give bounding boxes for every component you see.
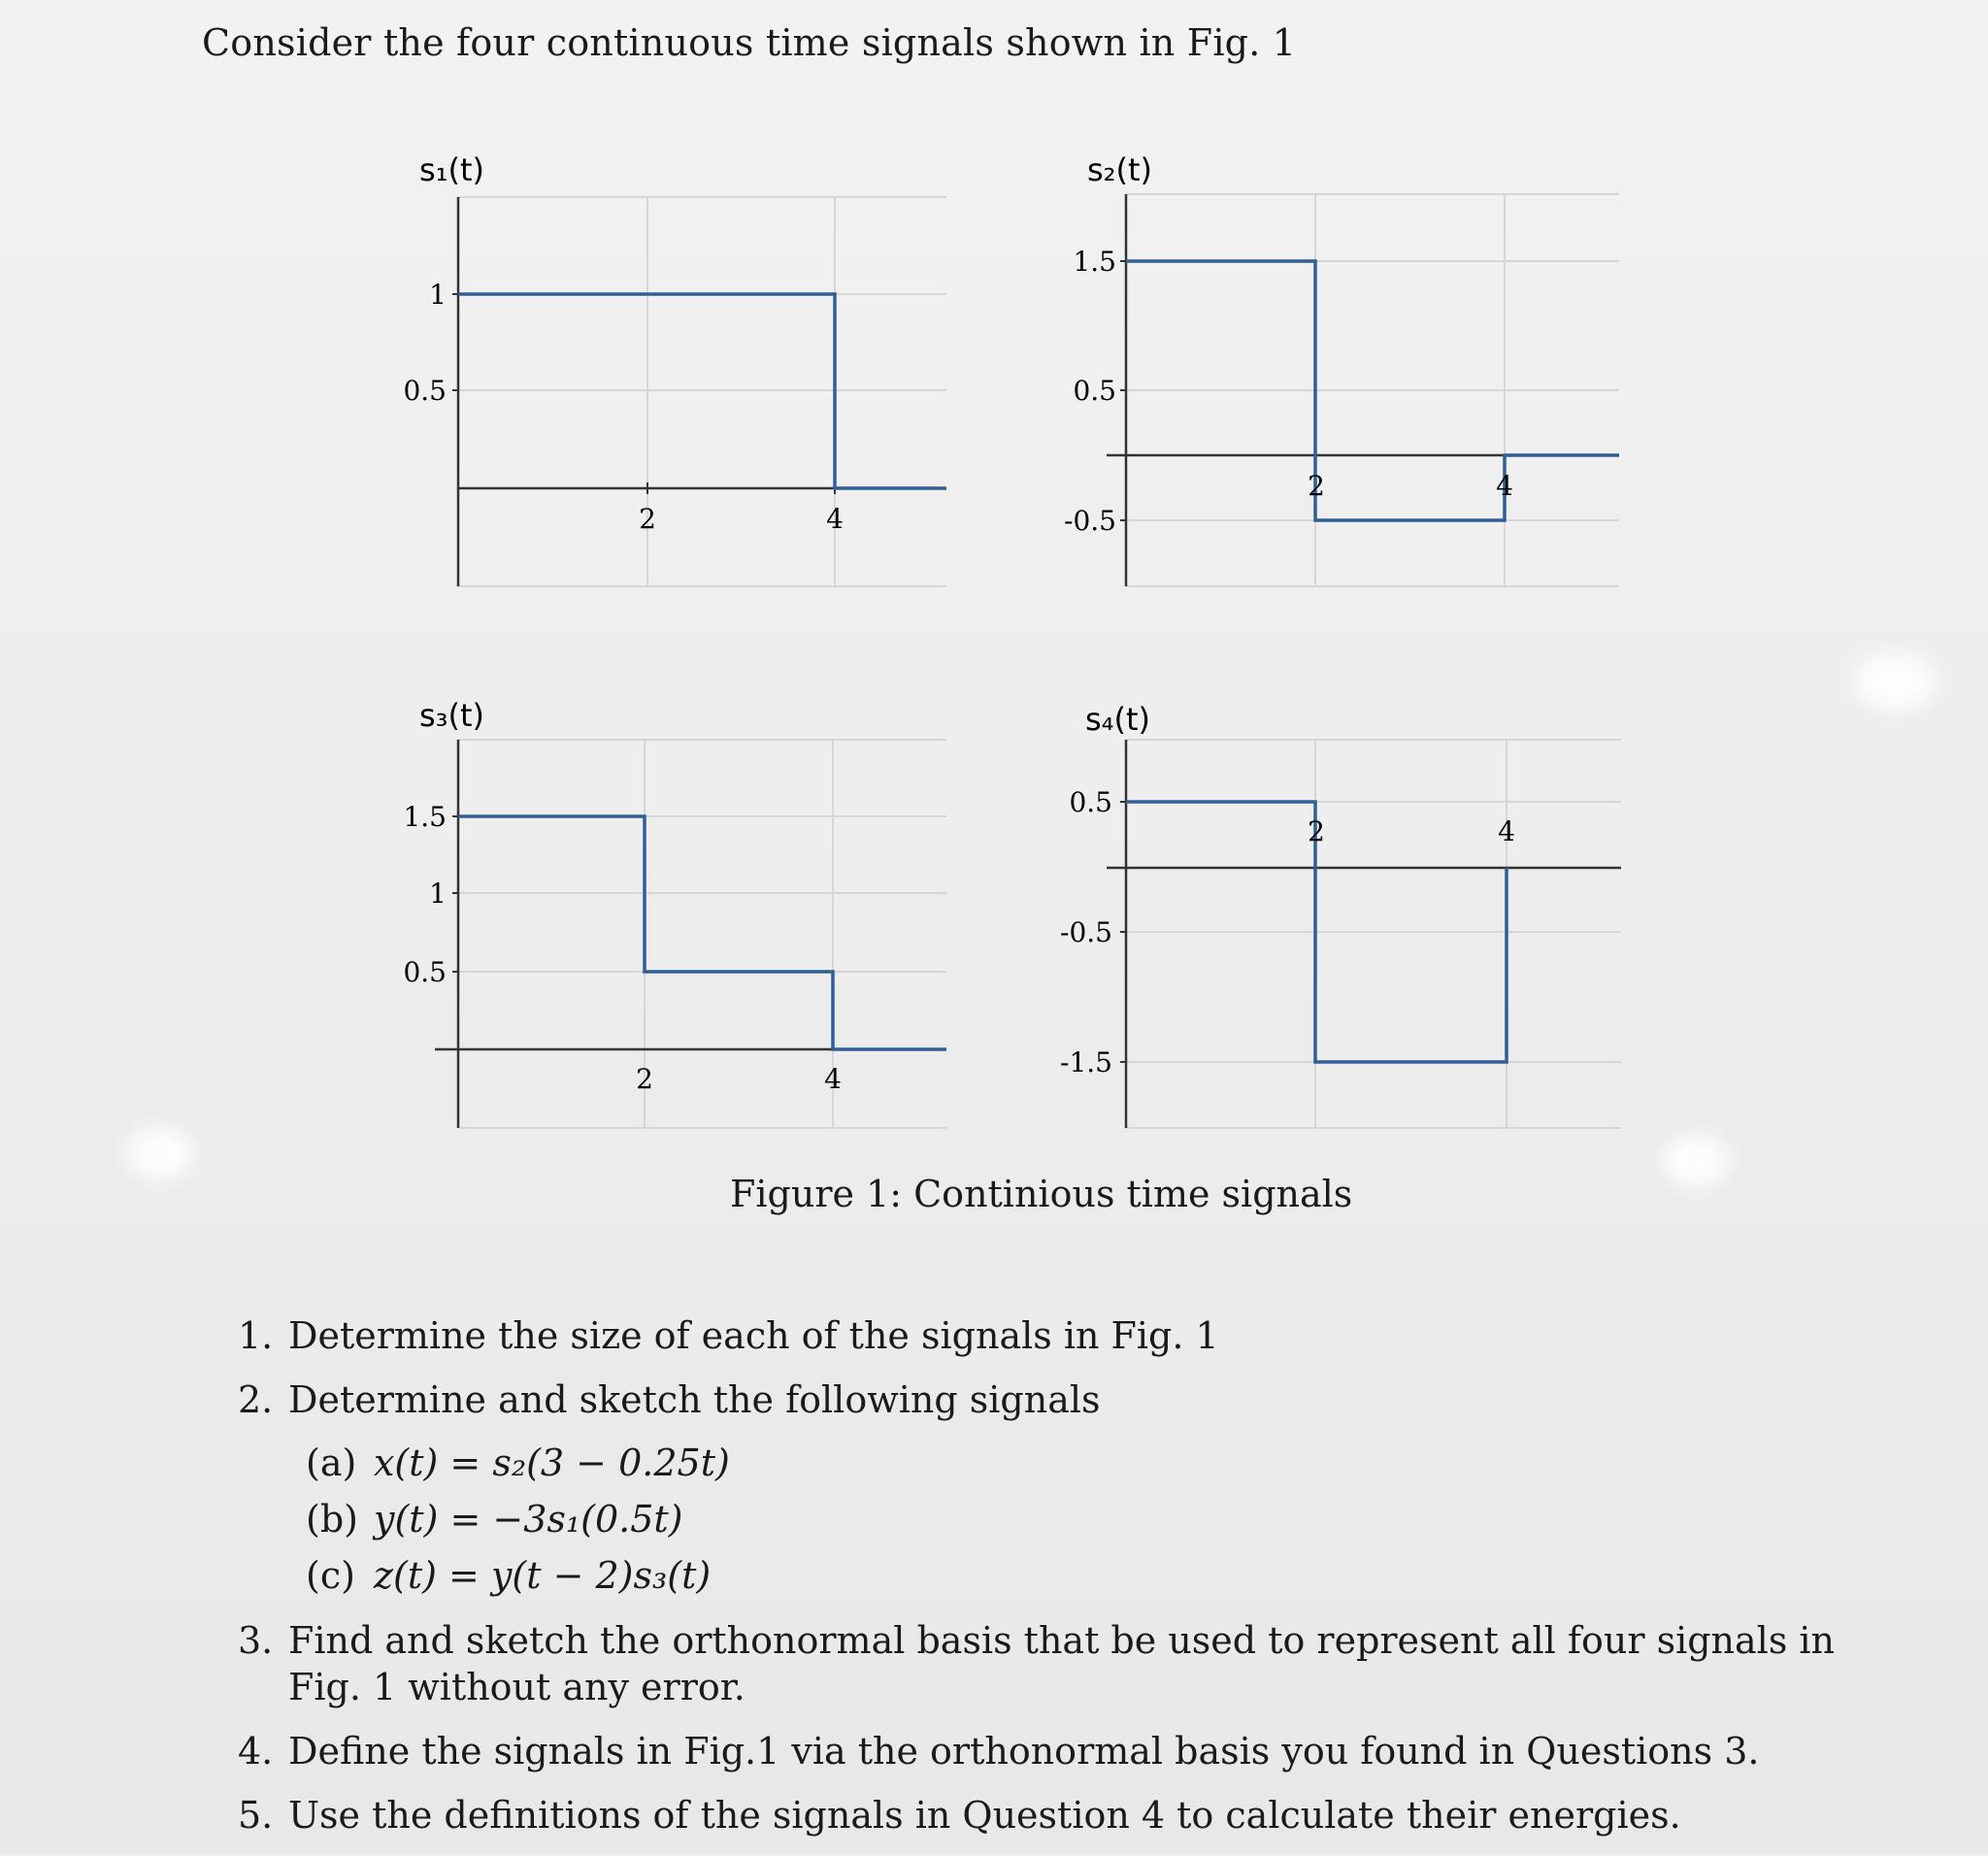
intro-text: Consider the four continuous time signals shown in Fig. 1 xyxy=(202,21,1297,64)
question-2-number: 2. xyxy=(238,1378,274,1421)
question-list xyxy=(238,1312,1849,1856)
question-2c xyxy=(306,1547,1849,1604)
plot-s2-grid xyxy=(1126,194,1619,586)
question-4-text: Define the signals in Fig.1 via the orthonormal basis you found in Questions 3. xyxy=(288,1730,1760,1773)
plot-s4 xyxy=(1060,701,1621,1128)
question-2a-expression: x(t) = s₂(3 − 0.25t) xyxy=(374,1442,730,1484)
question-2c-label: (c) xyxy=(306,1554,355,1597)
screen-glare xyxy=(126,1126,194,1180)
question-4-number: 4. xyxy=(238,1730,274,1773)
plot-s4-title: s₄(t) xyxy=(1085,701,1151,738)
question-1-number: 1. xyxy=(238,1314,274,1357)
question-2c-expression: z(t) = y(t − 2)s₃(t) xyxy=(374,1554,712,1597)
question-5-number: 5. xyxy=(238,1794,274,1837)
plot-s1-ticks xyxy=(452,294,835,494)
question-2 xyxy=(238,1376,1849,1423)
screen-glare xyxy=(1662,1134,1730,1188)
plot-s4-ytick-neg0.5: -0.5 xyxy=(1060,916,1112,948)
plot-s3-ytick-0.5: 0.5 xyxy=(403,956,447,988)
plot-s3-title: s₃(t) xyxy=(419,697,485,734)
plot-s1-ytick-1: 1 xyxy=(429,279,447,311)
question-2b-expression: y(t) = −3s₁(0.5t) xyxy=(374,1498,683,1541)
screen-glare xyxy=(1854,652,1936,711)
plot-s3-xtick-4: 4 xyxy=(824,1063,842,1095)
plot-s2-xtick-2: 2 xyxy=(1308,470,1325,502)
question-5-text: Use the definitions of the signals in Question 4 to calculate their energies. xyxy=(288,1794,1681,1837)
plot-s4-ytick-0.5: 0.5 xyxy=(1069,786,1112,818)
plot-s4-ytick-neg1.5: -1.5 xyxy=(1060,1046,1112,1078)
plot-s3-grid xyxy=(458,740,946,1128)
plot-s1-xtick-4: 4 xyxy=(826,503,844,535)
question-4 xyxy=(238,1728,1849,1774)
plot-s3-xtick-2: 2 xyxy=(636,1063,653,1095)
figure-caption: Figure 1: Continious time signals xyxy=(730,1173,1353,1215)
question-2a-label: (a) xyxy=(306,1442,357,1484)
plot-s1 xyxy=(403,151,946,586)
question-1 xyxy=(238,1312,1849,1359)
question-2b-label: (b) xyxy=(306,1498,358,1541)
plot-s3-signal-line xyxy=(458,816,946,1049)
plot-s2-ytick-1.5: 1.5 xyxy=(1073,246,1116,278)
plot-s3-ytick-1: 1 xyxy=(429,878,447,910)
plot-s1-xtick-2: 2 xyxy=(639,503,656,535)
question-2-text: Determine and sketch the following signals xyxy=(288,1378,1101,1421)
plot-s2-title: s₂(t) xyxy=(1087,151,1153,188)
plot-s2-ytick-neg0.5: -0.5 xyxy=(1064,505,1116,537)
plot-s1-grid xyxy=(458,197,946,586)
plot-s3 xyxy=(403,697,946,1128)
question-3-number: 3. xyxy=(238,1619,274,1662)
question-2-subparts xyxy=(238,1435,1849,1604)
plot-s1-ytick-0.5: 0.5 xyxy=(403,375,447,407)
plot-s4-xtick-4: 4 xyxy=(1498,815,1515,847)
question-3-text: Find and sketch the orthonormal basis that be used to represent all four signals in Fig. 1 without any error. xyxy=(288,1619,1836,1708)
plot-s3-ytick-1.5: 1.5 xyxy=(403,801,447,833)
plot-s2 xyxy=(1064,151,1619,586)
question-2b xyxy=(306,1491,1849,1547)
plot-s4-grid xyxy=(1126,740,1621,1128)
question-1-text: Determine the size of each of the signals in Fig. 1 xyxy=(288,1314,1219,1357)
question-5 xyxy=(238,1792,1849,1839)
plot-s2-xtick-4: 4 xyxy=(1496,470,1513,502)
plot-s1-title: s₁(t) xyxy=(419,151,485,188)
question-3 xyxy=(238,1617,1849,1710)
question-2a xyxy=(306,1435,1849,1491)
plot-s4-xtick-2: 2 xyxy=(1308,815,1325,847)
plot-s2-ytick-0.5: 0.5 xyxy=(1073,375,1116,407)
